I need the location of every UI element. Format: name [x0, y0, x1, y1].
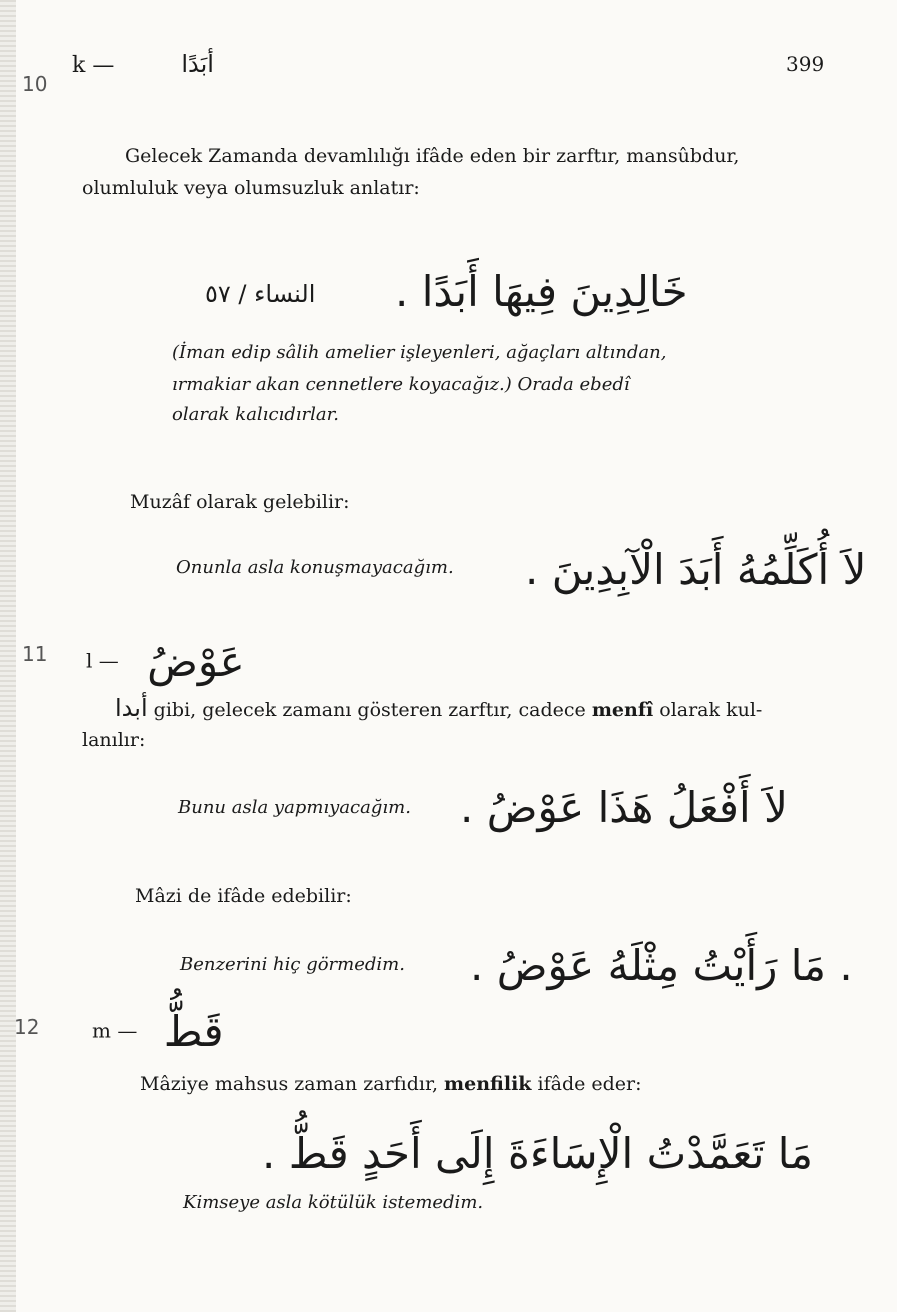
example1-source: النساء / ٥٧ [205, 280, 316, 308]
section-k-arabic: أبَدًا [181, 50, 214, 78]
intro-line-1: Gelecek Zamanda devamlılığı ifâde eden bir zarftır, mansûbdur, [125, 145, 740, 167]
section-l-header [86, 632, 245, 692]
section-l-word: عَوْضُ [147, 637, 245, 686]
muzaf-arabic: لاَ أُكَلِّمُهُ أَبَدَ الْآبِدِينَ . [525, 545, 867, 594]
section-l-mazi-label: Mâzi de ifâde edebilir: [135, 885, 352, 907]
section-m-example-arabic: مَا تَعَمَّدْتُ الْإِسَاءَةَ إِلَى أَحَدٍ قَطُّ . [262, 1129, 814, 1178]
section-m-desc [140, 1068, 642, 1100]
section-m-header [92, 1002, 224, 1062]
muzaf-label: Muzâf olarak gelebilir: [130, 491, 350, 513]
section-l-desc-line-1 [115, 692, 762, 726]
section-l-mazi-translation: Benzerini hiç görmedim. [180, 954, 405, 975]
section-m-desc-bold: menfilik [444, 1073, 532, 1095]
example1-translation-2: ırmakiar akan cennetlere koyacağız.) Orada ebedî [172, 374, 630, 395]
section-l-desc-text-a: gibi, gelecek zamanı gösteren zarftır, cadece [153, 699, 592, 721]
section-l-desc-line-2: lanılır: [82, 729, 146, 751]
section-k-header [72, 50, 214, 78]
example1-translation-1: (İman edip sâlih amelier işleyenleri, ağaçları altından, [172, 342, 667, 363]
section-m-word: قَطُّ [163, 1007, 224, 1056]
scan-edge [0, 0, 16, 1312]
margin-note-top: 10 [22, 72, 48, 96]
section-l-desc-bold: menfî [591, 699, 654, 721]
section-l-desc-text-b: olarak kul- [653, 699, 763, 721]
example1-translation-3: olarak kalıcıdırlar. [172, 404, 340, 425]
intro-line-2: olumluluk veya olumsuzluk anlatır: [82, 177, 420, 199]
example1-arabic: خَالِدِينَ فِيهَا أَبَدًا . [395, 267, 688, 316]
section-l-example-translation: Bunu asla yapmıyacağım. [178, 797, 411, 818]
section-l-mazi-arabic: . مَا رَأَيْتُ مِثْلَهُ عَوْضُ . [470, 941, 853, 990]
section-m-desc-text-b: ifâde eder: [531, 1073, 642, 1095]
section-m-example-translation: Kimseye asla kötülük istemedim. [183, 1192, 484, 1213]
section-k-label: k — [72, 53, 115, 78]
section-l-label: l — [86, 648, 119, 673]
section-l-example-arabic: لاَ أَفْعَلُ هَذَا عَوْضُ . [460, 783, 788, 832]
section-l-desc-arabic: أبدا [115, 694, 148, 722]
page-number: 399 [786, 52, 825, 76]
margin-note-bottom: 12 [14, 1015, 40, 1039]
muzaf-translation: Onunla asla konuşmayacağım. [176, 557, 454, 578]
section-m-desc-text-a: Mâziye mahsus zaman zarfıdır, [140, 1073, 445, 1095]
section-m-label: m — [92, 1018, 138, 1043]
margin-note-mid: 11 [22, 642, 48, 666]
